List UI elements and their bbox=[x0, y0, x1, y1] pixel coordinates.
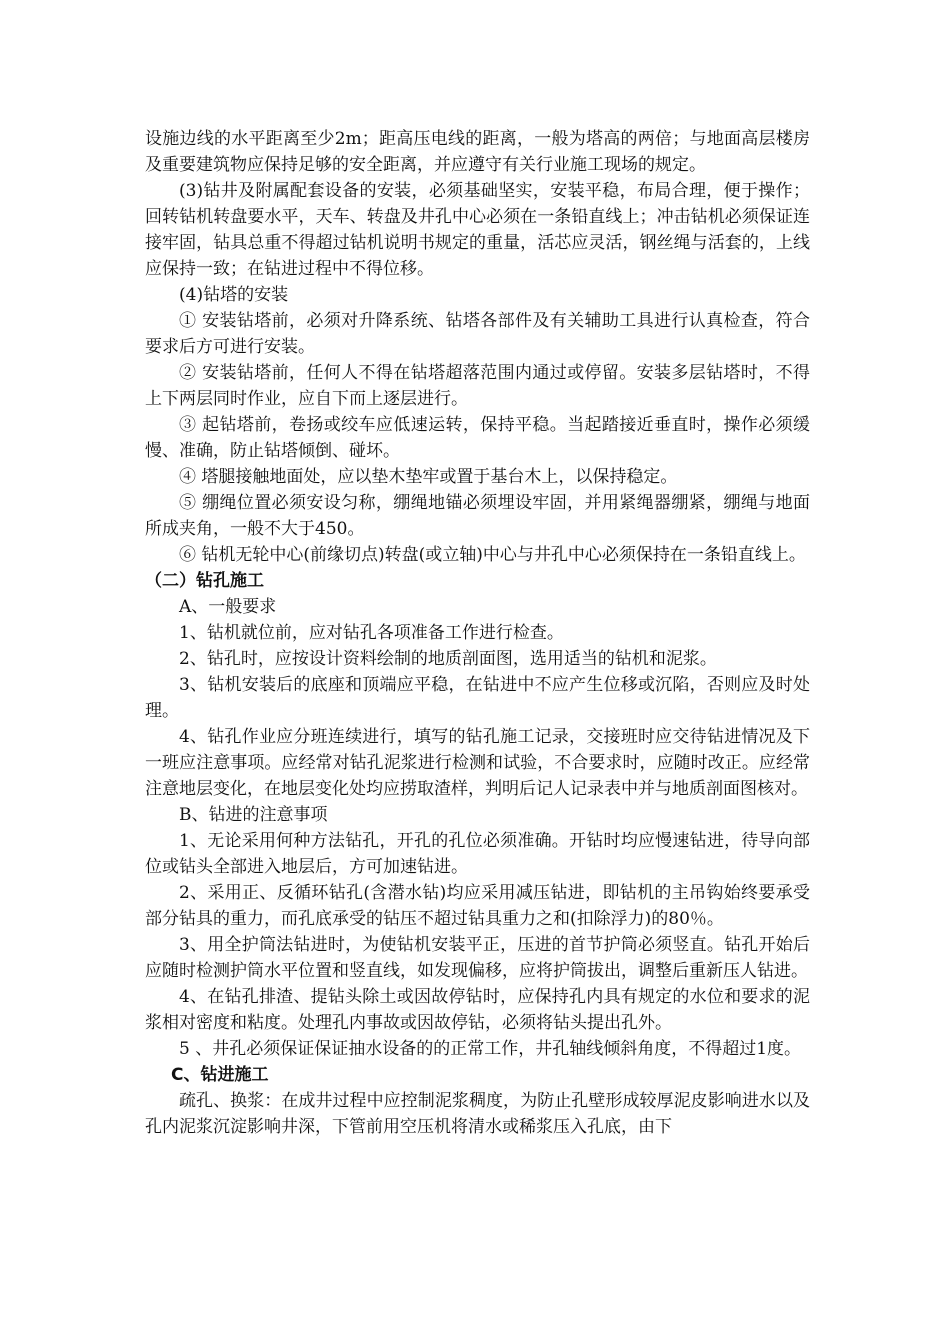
list-item: ④ 塔腿接触地面处，应以垫木垫牢或置于基台木上，以保持稳定。 bbox=[179, 467, 678, 487]
paragraph: 1、钻机就位前，应对钻孔各项准备工作进行检查。 bbox=[179, 623, 564, 643]
paragraph: 3、钻机安装后的底座和顶端应平稳，在钻进中不应产生位移或沉陷，否则应及时处理。 bbox=[145, 675, 810, 721]
subsection-label: B、钻进的注意事项 bbox=[179, 805, 328, 825]
section-heading: C、钻进施工 bbox=[171, 1065, 269, 1085]
list-item: ① 安装钻塔前，必须对升降系统、钻塔各部件及有关辅助工具进行认真检查，符合要求后方可进行安装。 bbox=[145, 311, 810, 357]
paragraph: (4)钻塔的安装 bbox=[179, 285, 289, 305]
list-item: ⑥ 钻机无轮中心(前缘切点)转盘(或立轴)中心与井孔中心必须保持在一条铅直线上。 bbox=[179, 545, 806, 565]
list-item: ③ 起钻塔前，卷扬或绞车应低速运转，保持平稳。当起踏接近垂直时，操作必须缓慢、准确，防止钻塔倾倒、碰坏。 bbox=[145, 415, 810, 461]
paragraph: 2、钻孔时，应按设计资料绘制的地质剖面图，选用适当的钻机和泥浆。 bbox=[179, 649, 717, 669]
paragraph: 疏孔、换浆：在成井过程中应控制泥浆稠度，为防止孔壁形成较厚泥皮影响进水以及孔内泥浆沉淀影响井深，下管前用空压机将清水或稀浆压入孔底，由下 bbox=[145, 1091, 810, 1137]
paragraph: 5 、井孔必须保证保证抽水设备的的正常工作，井孔轴线倾斜角度，不得超过1度。 bbox=[179, 1039, 802, 1059]
paragraph: 设施边线的水平距离至少2m；距高压电线的距离，一般为塔高的两倍；与地面高层楼房及重要建筑物应保持足够的安全距离，并应遵守有关行业施工现场的规定。 bbox=[145, 129, 810, 175]
paragraph: 3、用全护筒法钻进时，为使钻机安装平正，压进的首节护筒必须竖直。钻孔开始后应随时检测护筒水平位置和竖直线，如发现偏移，应将护筒拔出，调整后重新压人钻进。 bbox=[145, 935, 810, 981]
paragraph: (3)钻井及附属配套设备的安装，必须基础坚实，安装平稳，布局合理，便于操作；回转钻机转盘要水平，天车、转盘及井孔中心必须在一条铅直线上；冲击钻机必须保证连接牢固，钻具总重不得超过钻机说明书规定的重量，活芯应灵活，钢丝绳与活套的，上线应保持一致；在钻进过程中不得位移。 bbox=[145, 181, 810, 279]
document-body bbox=[145, 126, 810, 1140]
list-item: ⑤ 绷绳位置必须安设匀称，绷绳地锚必须埋设牢固，并用紧绳器绷紧，绷绳与地面所成夹角，一般不大于450。 bbox=[145, 493, 810, 539]
paragraph: 2、采用正、反循环钻孔(含潜水钻)均应采用减压钻进，即钻机的主吊钩始终要承受部分钻具的重力，而孔底承受的钻压不超过钻具重力之和(扣除浮力)的80％。 bbox=[145, 883, 810, 929]
subsection-label: A、一般要求 bbox=[179, 597, 277, 617]
section-heading: （二）钻孔施工 bbox=[145, 571, 264, 591]
paragraph: 4、钻孔作业应分班连续进行，填写的钻孔施工记录，交接班时应交待钻进情况及下一班应注意事项。应经常对钻孔泥浆进行检测和试验，不合要求时，应随时改正。应经常注意地层变化，在地层变化处均应捞取渣样，判明后记人记录表中并与地质剖面图核对。 bbox=[145, 727, 810, 799]
list-item: ② 安装钻塔前，任何人不得在钻塔超落范围内通过或停留。安装多层钻塔时，不得上下两层同时作业，应自下而上逐层进行。 bbox=[145, 363, 810, 409]
paragraph: 4、在钻孔排渣、提钻头除土或因故停钻时，应保持孔内具有规定的水位和要求的泥浆相对密度和粘度。处理孔内事故或因故停钻，必须将钻头提出孔外。 bbox=[145, 987, 810, 1033]
paragraph: 1、无论采用何种方法钻孔，开孔的孔位必须准确。开钻时均应慢速钻进，待导向部位或钻头全部进入地层后，方可加速钻进。 bbox=[145, 831, 810, 877]
